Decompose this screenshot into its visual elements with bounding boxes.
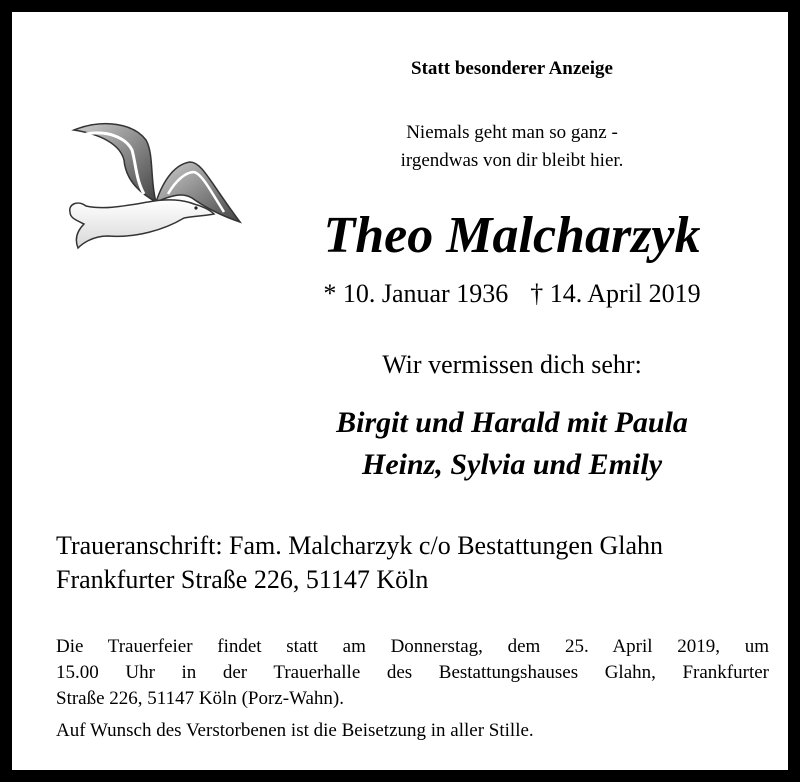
address-line: Frankfurter Straße 226, 51147 Köln xyxy=(56,565,429,594)
family-line: Heinz, Sylvia und Emily xyxy=(361,448,663,481)
family-names xyxy=(242,402,782,486)
miss-line: Wir vermissen dich sehr: xyxy=(382,350,642,379)
life-dates xyxy=(272,278,752,310)
address-line: Traueranschrift: Fam. Malcharzyk c/o Bestattungen Glahn xyxy=(56,531,663,560)
death-date: † 14. April 2019 xyxy=(530,279,701,308)
quote-line: Niemals geht man so ganz - xyxy=(406,122,618,143)
dove-icon xyxy=(64,120,246,252)
quote-line: irgendwas von dir bleibt hier. xyxy=(400,150,624,171)
ceremony-info xyxy=(56,634,769,712)
notice-header: Statt besonderer Anzeige xyxy=(411,58,613,79)
family-line: Birgit und Harald mit Paula xyxy=(336,406,688,439)
mourning-address xyxy=(56,529,776,597)
ceremony-line: 15.00 Uhr in der Trauerhalle des Bestattungshauses Glahn, Frankfurter xyxy=(56,662,769,683)
deceased-name: Theo Malcharzyk xyxy=(323,207,701,264)
ceremony-line: Straße 226, 51147 Köln (Porz-Wahn). xyxy=(56,688,344,709)
burial-note: Auf Wunsch des Verstorbenen ist die Beisetzung in aller Stille. xyxy=(56,720,534,741)
ceremony-line: Die Trauerfeier findet statt am Donnerstag, dem 25. April 2019, um xyxy=(56,636,769,657)
birth-date: * 10. Januar 1936 xyxy=(323,279,509,308)
memorial-quote xyxy=(312,119,712,175)
